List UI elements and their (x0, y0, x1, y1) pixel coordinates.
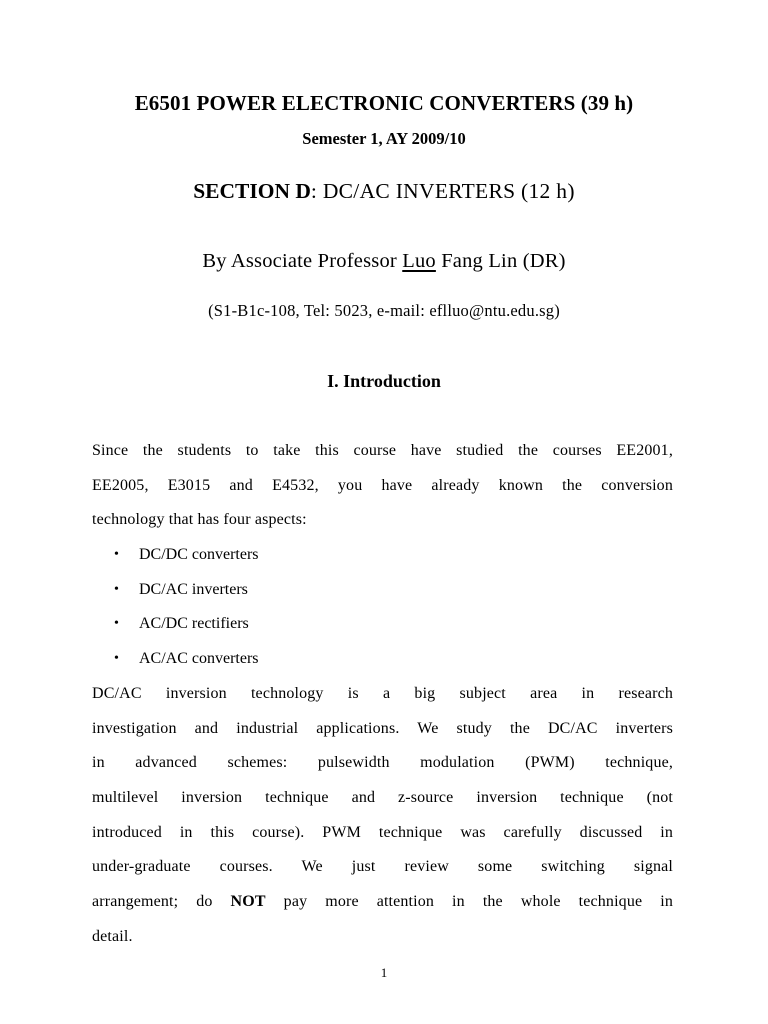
bullet-icon: • (114, 616, 119, 632)
list-item (92, 642, 259, 677)
list-item (92, 607, 259, 642)
paragraph-line: technology that has four aspects: (92, 511, 307, 529)
list-item-label: AC/AC converters (139, 650, 259, 668)
paragraph-line: DC/AC inversion technology is a big subject area in research (92, 685, 673, 702)
conversion-aspects-list (92, 538, 259, 677)
paragraph-line: multilevel inversion technique and z-source inversion technique (not (92, 789, 673, 807)
section-label: SECTION D (193, 179, 311, 203)
intro-paragraph-2 (92, 677, 673, 955)
author-suffix: Fang Lin (DR) (435, 250, 566, 272)
line-text-after: pay more attention in the whole technique in (265, 893, 673, 911)
section-topic: : DC/AC INVERTERS (12 h) (310, 179, 575, 203)
introduction-heading: I. Introduction (327, 371, 441, 391)
semester-line: Semester 1, AY 2009/10 (302, 129, 466, 148)
paragraph-line: Since the students to take this course have studied the courses EE2001, (92, 442, 673, 459)
paragraph-line: introduced in this course). PWM technique was carefully discussed in (92, 823, 673, 841)
bullet-icon: • (114, 581, 119, 597)
course-title: E6501 POWER ELECTRONIC CONVERTERS (39 h) (134, 91, 634, 115)
list-item-label: AC/DC rectifiers (139, 615, 249, 633)
paragraph-line: under-graduate courses. We just review some switching signal (92, 858, 673, 876)
author-line (0, 250, 768, 273)
author-prefix: By Associate Professor (202, 250, 403, 272)
list-item-label: DC/AC inverters (139, 580, 248, 598)
list-item-label: DC/DC converters (139, 546, 259, 563)
intro-paragraph-1 (92, 434, 673, 538)
section-title (0, 179, 768, 204)
bullet-icon: • (114, 651, 119, 667)
list-item (92, 538, 259, 573)
paragraph-line-emphasis (92, 885, 673, 920)
paragraph-line: detail. (92, 927, 133, 945)
author-surname: Luo (402, 250, 436, 272)
paragraph-line: EE2005, E3015 and E4532, you have already known the conversion (92, 476, 673, 494)
bullet-icon: • (114, 547, 119, 562)
page-number: 1 (380, 965, 388, 980)
emphasis-not: NOT (230, 893, 266, 911)
paragraph-line: in advanced schemes: pulsewidth modulation (PWM) technique, (92, 754, 673, 772)
contact-line: (S1-B1c-108, Tel: 5023, e-mail: eflluo@ntu.edu.sg) (208, 301, 560, 320)
list-item (92, 573, 259, 608)
paragraph-line: investigation and industrial applications. We study the DC/AC inverters (92, 719, 673, 737)
line-text-before: arrangement; do (92, 893, 231, 911)
